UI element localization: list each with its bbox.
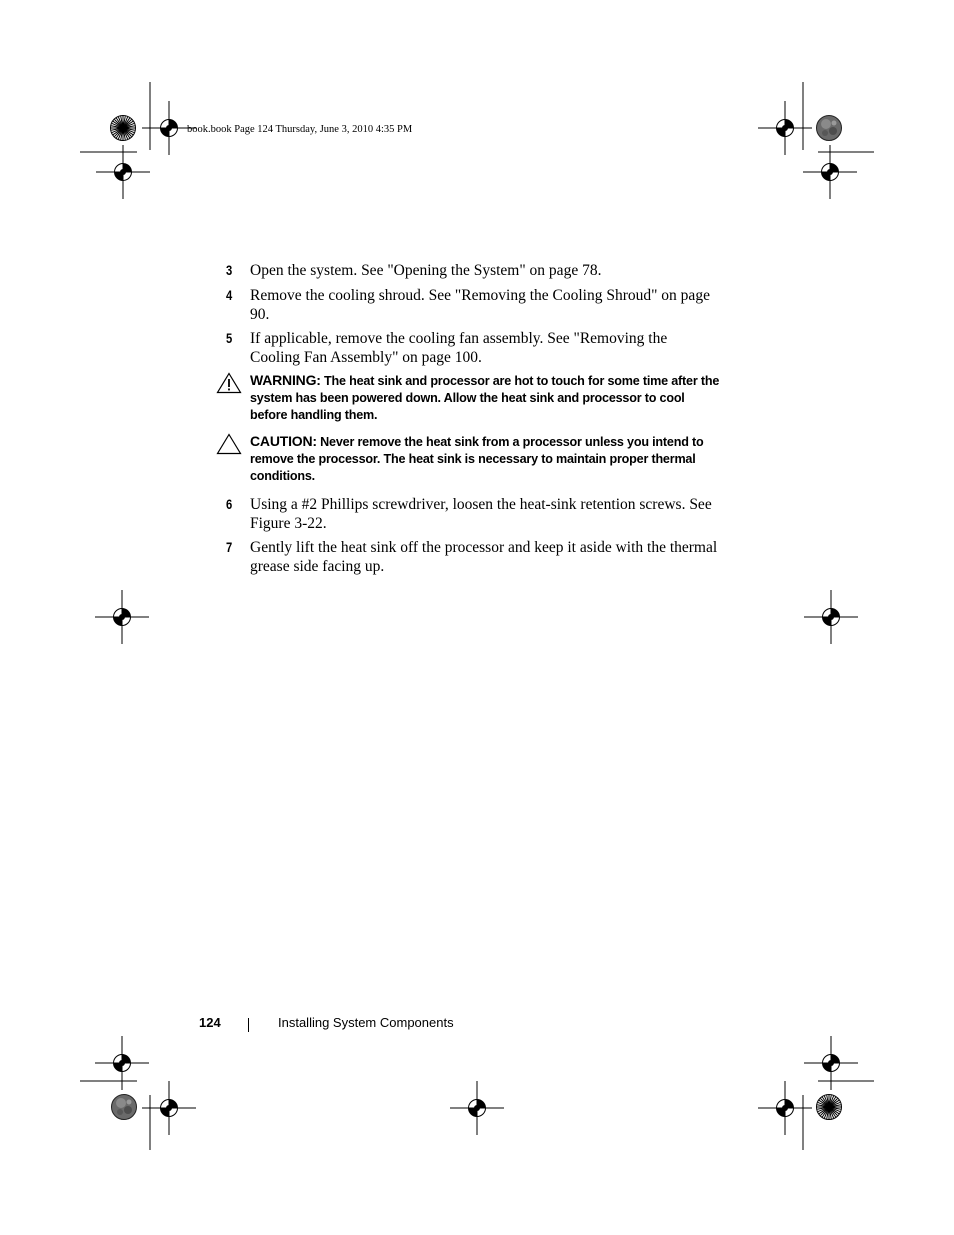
step-text: Open the system. See "Opening the System" on page 78. <box>250 262 602 279</box>
step-number: 5 <box>226 330 233 346</box>
caution-label: CAUTION: <box>250 433 317 449</box>
page-number: 124 <box>199 1015 221 1030</box>
warning-body: The heat sink and processor are hot to touch for some time after the system has been powered down. Allow the heat sink and processor to cool before handling them. <box>250 374 720 422</box>
step-number: 4 <box>226 287 233 303</box>
caution-text <box>250 433 720 485</box>
caution-body: Never remove the heat sink from a processor unless you intend to remove the processor. The heat sink is necessary to maintain proper thermal conditions. <box>250 435 704 483</box>
step-text: Using a #2 Phillips screwdriver, loosen the heat-sink retention screws. See Figure 3-22. <box>250 496 712 532</box>
step-text: Remove the cooling shroud. See "Removing the Cooling Shroud" on page 90. <box>250 287 710 323</box>
footer-separator <box>248 1018 249 1032</box>
step-text: If applicable, remove the cooling fan assembly. See "Removing the Cooling Fan Assembly" on page 100. <box>250 330 668 366</box>
caution-triangle-icon <box>216 433 242 455</box>
step-number: 6 <box>226 496 233 512</box>
step-number: 3 <box>226 262 233 278</box>
print-slug-line: book.book Page 124 Thursday, June 3, 2010 4:35 PM <box>187 124 413 135</box>
warning-label: WARNING: <box>250 372 321 388</box>
step-text: Gently lift the heat sink off the processor and keep it aside with the thermal grease side facing up. <box>250 539 718 575</box>
warning-triangle-icon <box>216 372 242 394</box>
warning-text <box>250 372 720 424</box>
step-number: 7 <box>226 539 233 555</box>
footer-section-title: Installing System Components <box>278 1015 454 1030</box>
